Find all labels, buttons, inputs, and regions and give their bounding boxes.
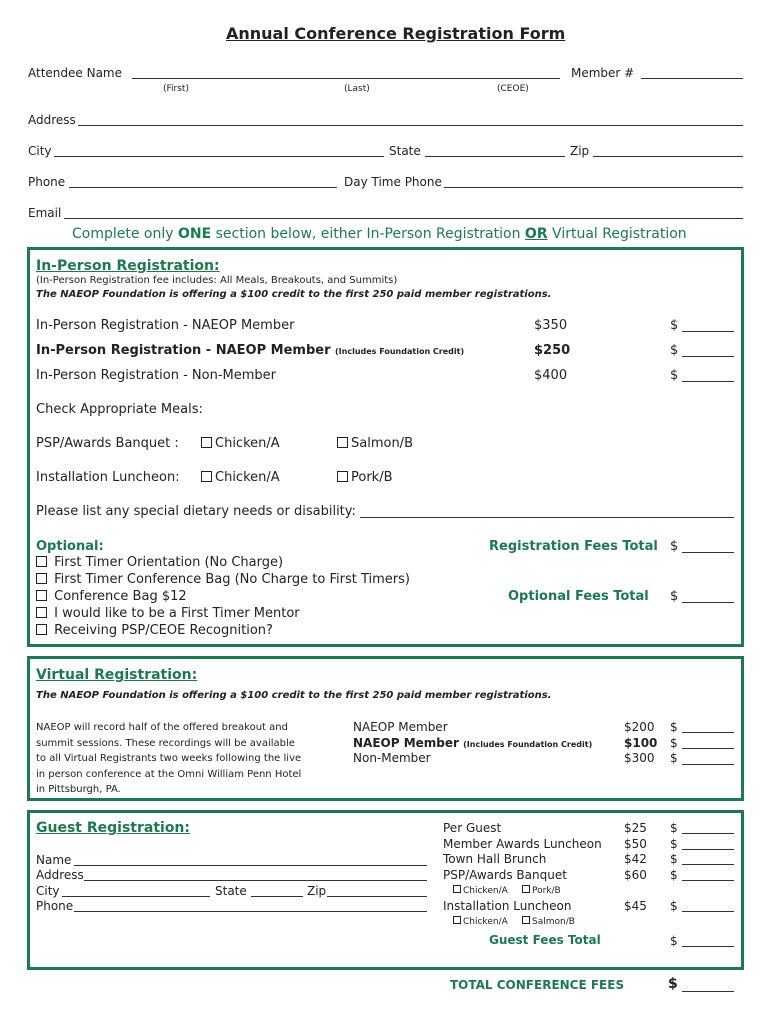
attendee-name-label: Attendee Name	[28, 66, 122, 80]
checkbox-icon[interactable]	[522, 916, 530, 924]
luncheon-chicken-option[interactable]: Chicken/A	[201, 470, 280, 485]
guest-item-price: $42	[624, 852, 647, 866]
zip-field[interactable]	[593, 156, 743, 157]
banquet-chicken-option[interactable]: Chicken/A	[201, 436, 280, 451]
virtual-amount-1[interactable]	[682, 732, 734, 733]
grand-total-field[interactable]	[682, 991, 734, 992]
inperson-price-member: $350	[534, 318, 568, 333]
inperson-amount-3[interactable]	[682, 381, 734, 382]
guest-total-label: Guest Fees Total	[489, 933, 601, 947]
checkbox-icon[interactable]	[337, 471, 348, 482]
virtual-row-nonmember: Non-Member	[353, 751, 431, 765]
phone-label: Phone	[28, 175, 66, 189]
virtual-amount-2[interactable]	[682, 748, 734, 749]
checkbox-icon[interactable]	[36, 590, 47, 601]
guest-dollar: $	[670, 852, 678, 866]
guest-amount-field[interactable]	[682, 849, 734, 850]
dietary-field[interactable]	[360, 517, 734, 518]
checkbox-icon[interactable]	[453, 885, 461, 893]
state-label: State	[389, 144, 421, 158]
guest-address-label: Address	[36, 868, 84, 882]
registration-total-label: Registration Fees Total	[489, 539, 658, 554]
guest-dollar: $	[670, 868, 678, 882]
guest-state-label: State	[215, 884, 247, 898]
guest-total-field[interactable]	[682, 946, 734, 947]
guest-zip-field[interactable]	[327, 896, 427, 897]
first-hint: (First)	[163, 84, 189, 94]
instruction-text: Complete only ONE section below, either In-Person Registration OR Virtual Registration	[72, 226, 687, 242]
optional-total-dollar: $	[670, 589, 679, 604]
guest-city-field[interactable]	[62, 896, 210, 897]
guest-dollar: $	[670, 899, 678, 913]
guest-amount-field[interactable]	[682, 864, 734, 865]
guest-item: Per Guest	[443, 821, 502, 835]
phone-field[interactable]	[69, 187, 337, 188]
attendee-name-field[interactable]	[132, 78, 560, 79]
guest-item-price: $60	[624, 868, 647, 882]
guest-item: Member Awards Luncheon	[443, 837, 602, 851]
inperson-dollar-2: $	[670, 343, 679, 358]
optional-total-label: Optional Fees Total	[508, 589, 649, 604]
checkbox-icon[interactable]	[36, 607, 47, 618]
city-field[interactable]	[54, 156, 384, 157]
virtual-description: NAEOP will record half of the offered breakout and summit sessions. These recordings will be available to all Virtual Registrants two weeks following the live in person conference at the Omni William Penn Hotel in Pittsburgh, PA.	[36, 722, 302, 795]
virtual-price-member: $200	[624, 720, 655, 734]
registration-total-field[interactable]	[682, 552, 734, 553]
guest-state-field[interactable]	[251, 896, 303, 897]
guest-phone-label: Phone	[36, 899, 74, 913]
guest-amount-field[interactable]	[682, 833, 734, 834]
city-label: City	[28, 144, 52, 158]
optional-label: Optional:	[36, 539, 104, 554]
optional-item[interactable]: Receiving PSP/CEOE Recognition?	[36, 623, 273, 638]
last-hint: (Last)	[344, 84, 370, 94]
virtual-dollar-2: $	[670, 736, 678, 750]
checkbox-icon[interactable]	[522, 885, 530, 893]
guest-banquet-pork-option[interactable]: Pork/B	[522, 885, 561, 896]
guest-phone-field[interactable]	[74, 911, 427, 912]
checkbox-icon[interactable]	[201, 471, 212, 482]
inperson-dollar-1: $	[670, 318, 679, 333]
guest-banquet-chicken-option[interactable]: Chicken/A	[453, 885, 508, 896]
guest-name-field[interactable]	[74, 865, 427, 866]
guest-item: PSP/Awards Banquet	[443, 868, 567, 882]
inperson-price-nonmember: $400	[534, 368, 568, 383]
guest-amount-field[interactable]	[682, 911, 734, 912]
inperson-row-member-credit: In-Person Registration - NAEOP Member (Includes Foundation Credit)	[36, 343, 465, 358]
guest-total-dollar: $	[670, 934, 678, 948]
address-field[interactable]	[78, 125, 743, 126]
virtual-amount-3[interactable]	[682, 764, 734, 765]
checkbox-icon[interactable]	[201, 437, 212, 448]
guest-item: Town Hall Brunch	[443, 852, 547, 866]
optional-item[interactable]: Conference Bag $12	[36, 589, 187, 604]
guest-name-label: Name	[36, 853, 72, 867]
guest-luncheon-chicken-option[interactable]: Chicken/A	[453, 916, 508, 927]
inperson-row-nonmember: In-Person Registration - Non-Member	[36, 368, 277, 383]
inperson-heading: In-Person Registration:	[36, 258, 220, 274]
virtual-price-member-credit: $100	[624, 736, 658, 750]
member-number-field[interactable]	[641, 78, 743, 79]
virtual-dollar-3: $	[670, 751, 678, 765]
daytime-phone-label: Day Time Phone	[344, 175, 442, 189]
guest-item-price: $25	[624, 821, 647, 835]
daytime-phone-field[interactable]	[444, 187, 743, 188]
grand-total-dollar: $	[668, 976, 678, 992]
inperson-price-member-credit: $250	[534, 343, 571, 358]
page-title: Annual Conference Registration Form	[226, 24, 566, 43]
guest-heading: Guest Registration:	[36, 820, 190, 836]
optional-item[interactable]: I would like to be a First Timer Mentor	[36, 606, 300, 621]
checkbox-icon[interactable]	[36, 556, 47, 567]
guest-item-price: $50	[624, 837, 647, 851]
checkbox-icon[interactable]	[453, 916, 461, 924]
checkbox-icon[interactable]	[36, 573, 47, 584]
virtual-price-nonmember: $300	[624, 751, 655, 765]
guest-zip-label: Zip	[307, 884, 327, 898]
virtual-dollar-1: $	[670, 720, 678, 734]
guest-dollar: $	[670, 837, 678, 851]
guest-amount-field[interactable]	[682, 880, 734, 881]
guest-address-field[interactable]	[84, 880, 427, 881]
guest-item-price: $45	[624, 899, 647, 913]
inperson-note: (In-Person Registration fee includes: All Meals, Breakouts, and Summits)	[36, 275, 398, 286]
checkbox-icon[interactable]	[36, 624, 47, 635]
member-number-label: Member #	[571, 66, 635, 80]
meals-label: Check Appropriate Meals:	[36, 402, 203, 417]
guest-city-label: City	[36, 884, 60, 898]
grand-total-label: TOTAL CONFERENCE FEES	[450, 978, 625, 992]
virtual-row-member-credit: NAEOP Member (Includes Foundation Credit)	[353, 736, 593, 750]
dietary-label: Please list any special dietary needs or disability:	[36, 504, 356, 519]
inperson-amount-1[interactable]	[682, 331, 734, 332]
inperson-dollar-3: $	[670, 368, 679, 383]
luncheon-label: Installation Luncheon:	[36, 470, 180, 485]
ceoe-hint: (CEOE)	[497, 84, 529, 94]
email-label: Email	[28, 206, 62, 220]
banquet-label: PSP/Awards Banquet :	[36, 436, 179, 451]
guest-luncheon-salmon-option[interactable]: Salmon/B	[522, 916, 575, 927]
inperson-row-member: In-Person Registration - NAEOP Member	[36, 318, 295, 333]
guest-dollar: $	[670, 821, 678, 835]
zip-label: Zip	[570, 144, 590, 158]
checkbox-icon[interactable]	[337, 437, 348, 448]
banquet-salmon-option[interactable]: Salmon/B	[337, 436, 413, 451]
optional-total-field[interactable]	[682, 602, 734, 603]
inperson-credit: The NAEOP Foundation is offering a $100 credit to the first 250 paid member registrations.	[36, 289, 552, 300]
email-field[interactable]	[64, 218, 743, 219]
virtual-heading: Virtual Registration:	[36, 667, 198, 683]
registration-total-dollar: $	[670, 539, 679, 554]
virtual-row-member: NAEOP Member	[353, 720, 448, 734]
state-field[interactable]	[425, 156, 565, 157]
address-label: Address	[28, 113, 76, 127]
luncheon-pork-option[interactable]: Pork/B	[337, 470, 393, 485]
guest-item: Installation Luncheon	[443, 899, 572, 913]
virtual-credit: The NAEOP Foundation is offering a $100 credit to the first 250 paid member registrations.	[36, 690, 552, 701]
optional-item[interactable]: First Timer Orientation (No Charge)	[36, 555, 283, 570]
optional-item[interactable]: First Timer Conference Bag (No Charge to First Timers)	[36, 572, 410, 587]
inperson-amount-2[interactable]	[682, 356, 734, 357]
